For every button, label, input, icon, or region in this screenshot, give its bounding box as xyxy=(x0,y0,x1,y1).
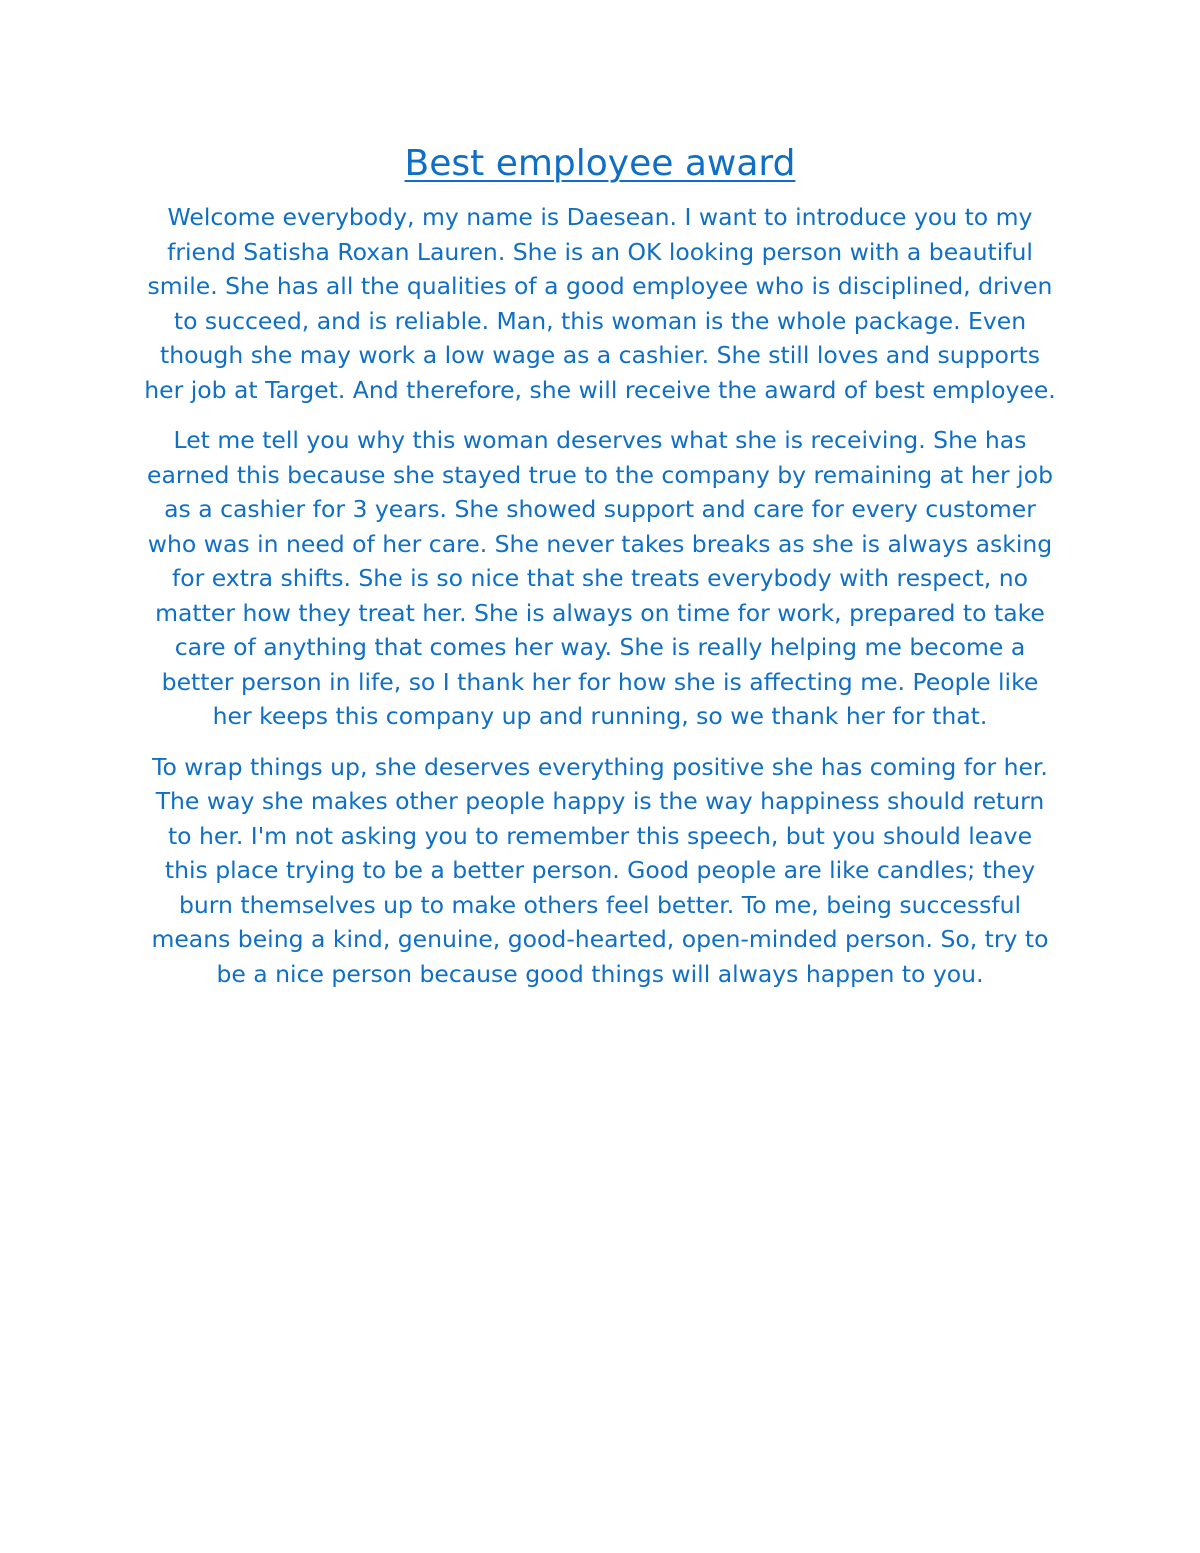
document-title: Best employee award xyxy=(404,143,796,184)
document-body xyxy=(144,138,1056,1007)
paragraph-conclusion: To wrap things up, she deserves everything positive she has coming for her. The way she makes other people happy is the way happiness should return to her. I'm not asking you to remember this speech, but you should leave this place trying to be a better person. Good people are like candles; they burn themselves up to make others feel better. To me, being successful means being a kind, genuine, good-hearted, open-minded person. So, try to be a nice person because good things will always happen to you. xyxy=(151,752,1049,988)
paragraph-reasons: Let me tell you why this woman deserves what she is receiving. She has earned this because she stayed true to the company by remaining at her job as a cashier for 3 years. She showed support and care for every customer who was in need of her care. She never takes breaks as she is always asking for extra shifts. She is so nice that she treats everybody with respect, no matter how they treat her. She is always on time for work, prepared to take care of anything that comes her way. She is really helping me become a better person in life, so I thank her for how she is affecting me. People like her keeps this company up and running, so we thank her for that. xyxy=(146,426,1054,730)
paragraph-intro: Welcome everybody, my name is Daesean. I want to introduce you to my friend Satisha Roxan Lauren. She is an OK looking person with a beautiful smile. She has all the qualities of a good employee who is disciplined, driven to succeed, and is reliable. Man, this woman is the whole package. Even though she may work a low wage as a cashier. She still loves and supports her job at Target. And therefore, she will receive the award of best employee. xyxy=(144,203,1056,404)
